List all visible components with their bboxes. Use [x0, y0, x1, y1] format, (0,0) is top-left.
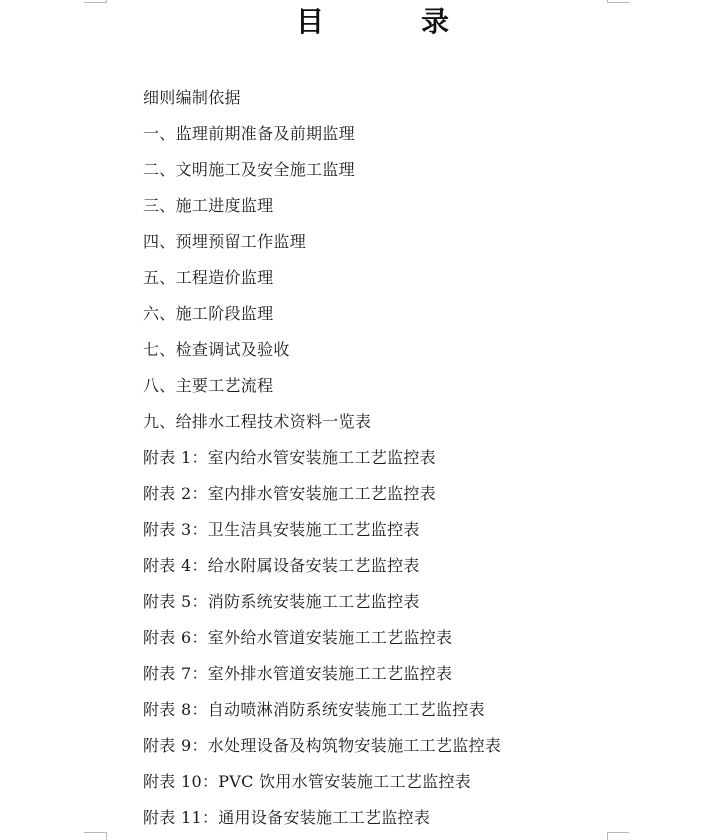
- toc-item: 八、主要工艺流程: [143, 376, 274, 395]
- toc-item: 附表 3：卫生洁具安装施工工艺监控表: [143, 520, 420, 539]
- toc-item: 七、检查调试及验收: [143, 340, 290, 359]
- toc-item: 六、施工阶段监理: [143, 304, 274, 323]
- toc-item: 附表 10：PVC 饮用水管安装施工工艺监控表: [143, 772, 471, 791]
- toc-item: 附表 11：通用设备安装施工工艺监控表: [143, 808, 431, 827]
- toc-item: 附表 7：室外排水管道安装施工工艺监控表: [143, 664, 453, 683]
- page-title: [0, 2, 716, 42]
- toc-item: 五、工程造价监理: [143, 268, 274, 287]
- toc-item: 四、预埋预留工作监理: [143, 232, 307, 251]
- toc-item: 附表 2：室内排水管安装施工工艺监控表: [143, 484, 436, 503]
- toc-item: 附表 5：消防系统安装施工工艺监控表: [143, 592, 420, 611]
- toc-item: 九、给排水工程技术资料一览表: [143, 412, 372, 431]
- title-char-2: 录: [421, 5, 450, 38]
- toc-item: 附表 1：室内给水管安装施工工艺监控表: [143, 448, 436, 467]
- table-of-contents: [143, 84, 703, 840]
- toc-item: 附表 8：自动喷淋消防系统安装施工工艺监控表: [143, 700, 485, 719]
- toc-item: 细则编制依据: [143, 88, 241, 107]
- toc-item: 附表 9：水处理设备及构筑物安装施工工艺监控表: [143, 736, 502, 755]
- toc-item: 二、文明施工及安全施工监理: [143, 160, 355, 179]
- toc-item: 附表 4：给水附属设备安装工艺监控表: [143, 556, 420, 575]
- title-char-1: 目: [296, 5, 325, 38]
- crop-mark-bottom-left-h: [84, 832, 106, 833]
- toc-item: 一、监理前期准备及前期监理: [143, 124, 355, 143]
- toc-item: 附表 6：室外给水管道安装施工工艺监控表: [143, 628, 453, 647]
- toc-item: 三、施工进度监理: [143, 196, 274, 215]
- crop-mark-bottom-left-v: [106, 832, 107, 840]
